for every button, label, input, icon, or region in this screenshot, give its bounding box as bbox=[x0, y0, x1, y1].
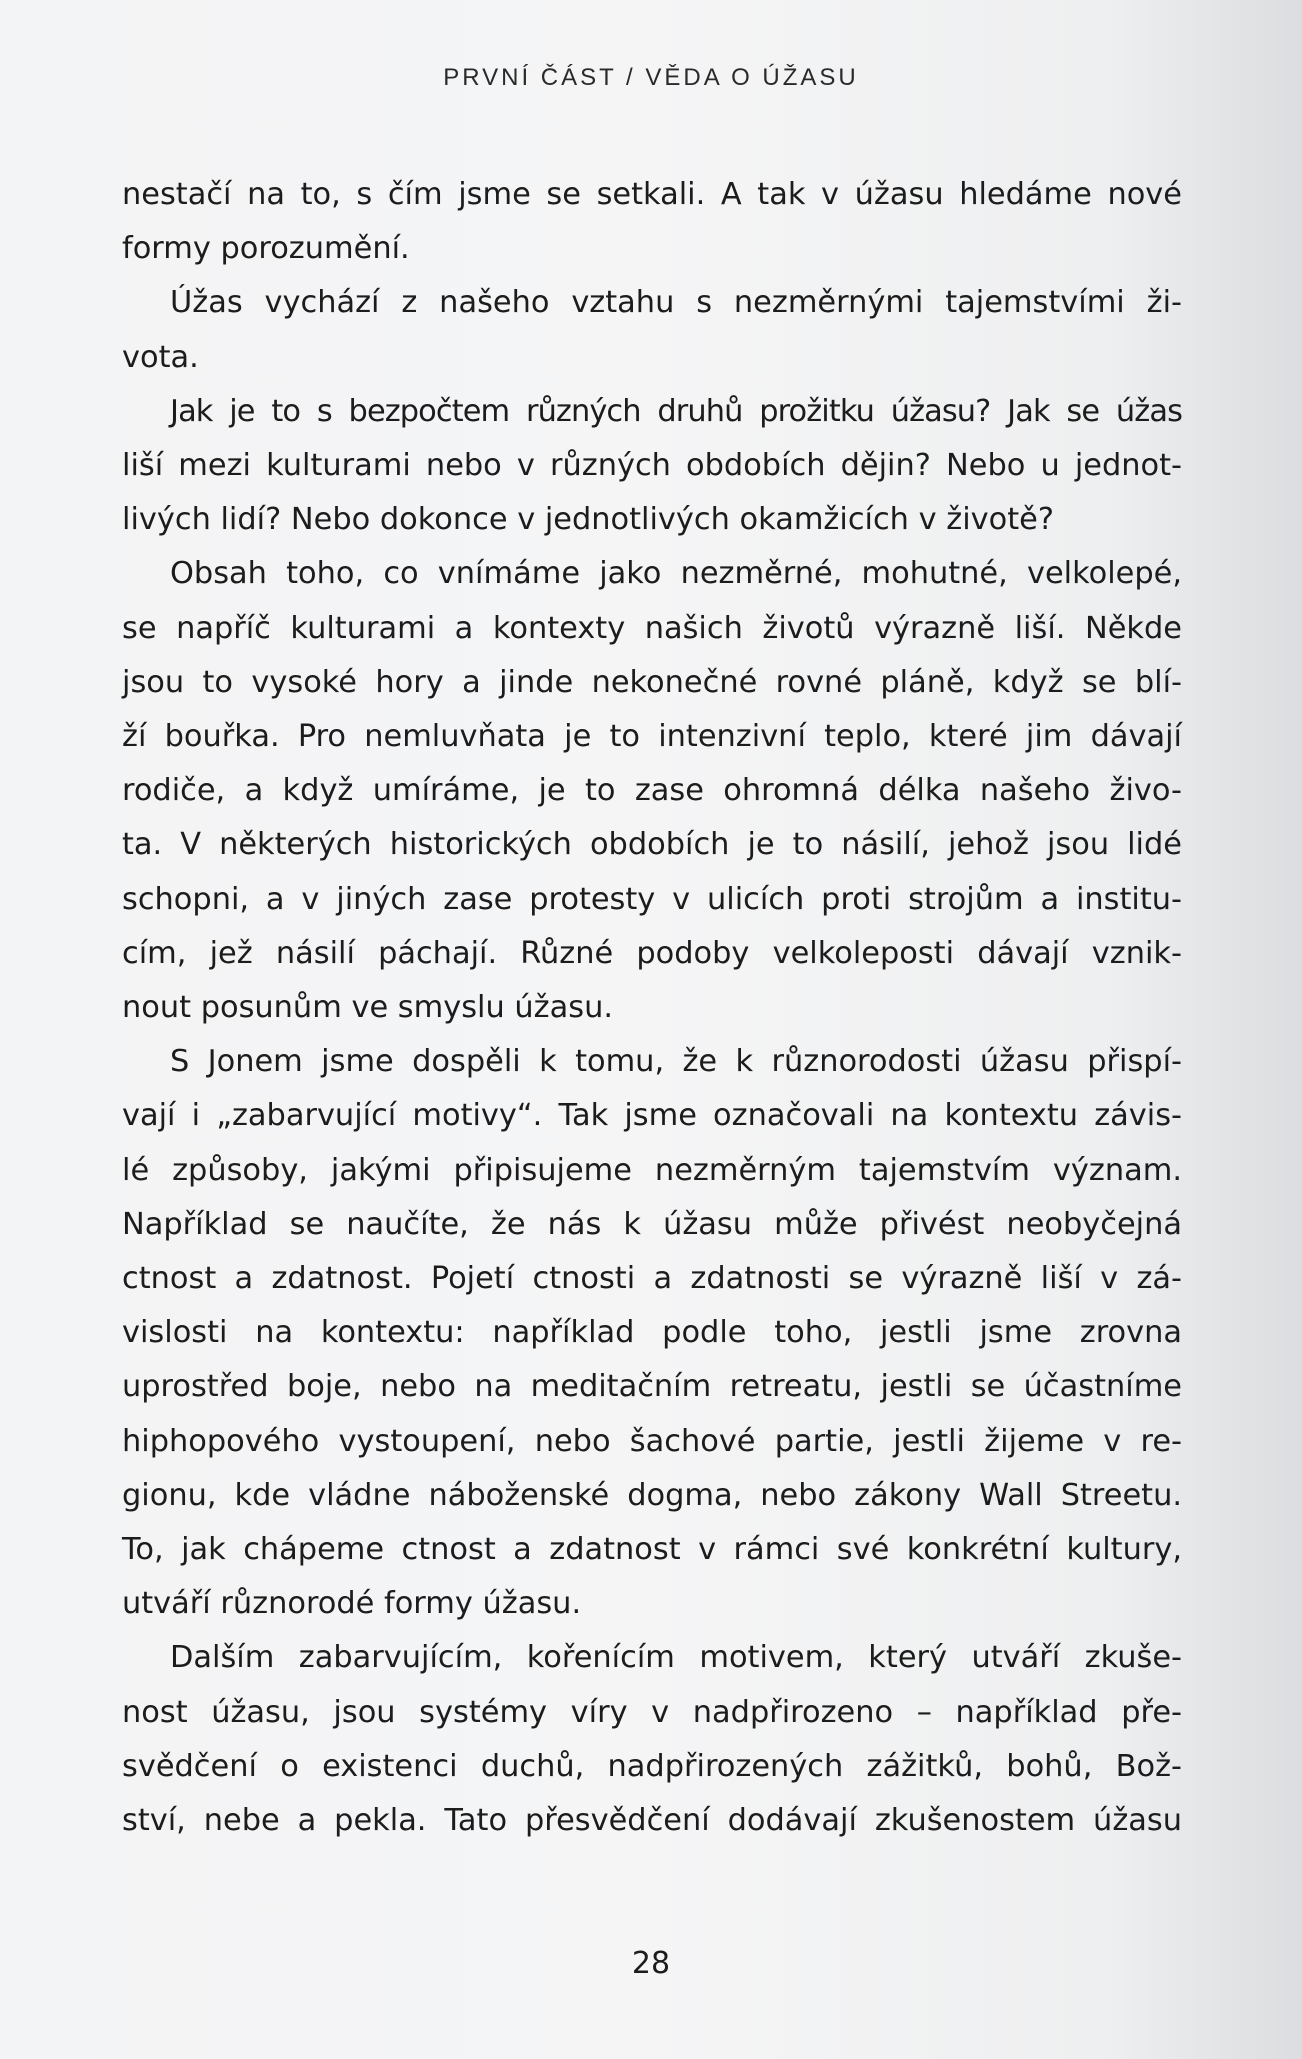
text-line: se napříč kulturami a kontexty našich životů výrazně liší. Někde bbox=[122, 610, 1182, 646]
text-line: livých lidí? Nebo dokonce v jednotlivých okamžicích v životě? bbox=[122, 502, 1054, 538]
text-line: Obsah toho, co vnímáme jako nezměrné, mohutné, velkolepé, bbox=[170, 556, 1182, 592]
text-line: lé způsoby, jakými připisujeme nezměrným tajemstvím význam. bbox=[122, 1152, 1182, 1188]
text-line: rodiče, a když umíráme, je to zase ohromná délka našeho živo- bbox=[122, 773, 1182, 809]
text-line: Například se naučíte, že nás k úžasu může přivést neobyčejná bbox=[122, 1206, 1182, 1242]
text-line: vají i „zabarvující motivy“. Tak jsme označovali na kontextu závis- bbox=[122, 1098, 1182, 1134]
text-line: nost úžasu, jsou systémy víry v nadpřirozeno – například pře- bbox=[122, 1694, 1182, 1730]
text-line: nout posunům ve smyslu úžasu. bbox=[122, 990, 614, 1026]
text-line: hiphopového vystoupení, nebo šachové partie, jestli žijeme v re- bbox=[122, 1423, 1182, 1459]
text-line: svědčení o existenci duchů, nadpřirozených zážitků, bohů, Bož- bbox=[122, 1748, 1182, 1784]
text-line: ství, nebe a pekla. Tato přesvědčení dodávají zkušenostem úžasu bbox=[122, 1803, 1182, 1839]
text-line: vota. bbox=[122, 339, 199, 375]
page-number: 28 bbox=[631, 1946, 671, 1981]
text-line: formy porozumění. bbox=[122, 231, 410, 267]
text-line: vislosti na kontextu: například podle toho, jestli jsme zrovna bbox=[122, 1315, 1182, 1351]
running-header: PRVNÍ ČÁST / VĚDA O ÚŽASU bbox=[443, 64, 859, 91]
text-line: liší mezi kulturami nebo v různých obdobích dějin? Nebo u jednot- bbox=[122, 448, 1182, 484]
text-line: Dalším zabarvujícím, kořenícím motivem, který utváří zkuše- bbox=[170, 1640, 1182, 1676]
text-line: uprostřed boje, nebo na meditačním retreatu, jestli se účastníme bbox=[122, 1369, 1182, 1405]
text-line: Úžas vychází z našeho vztahu s nezměrnými tajemstvími ži- bbox=[170, 285, 1182, 321]
body-text bbox=[122, 168, 1182, 1848]
text-line: Jak je to s bezpočtem různých druhů prožitku úžasu? Jak se úžas bbox=[170, 393, 1182, 429]
text-line: nestačí na to, s čím jsme se setkali. A tak v úžasu hledáme nové bbox=[122, 177, 1182, 212]
text-line: gionu, kde vládne náboženské dogma, nebo zákony Wall Streetu. bbox=[122, 1477, 1182, 1513]
text-line: schopni, a v jiných zase protesty v ulicích proti strojům a institu- bbox=[122, 881, 1182, 917]
text-line: S Jonem jsme dospěli k tomu, že k různorodosti úžasu přispí- bbox=[170, 1044, 1182, 1080]
text-line: cím, jež násilí páchají. Různé podoby velkoleposti dávají vznik- bbox=[122, 935, 1182, 971]
text-line: To, jak chápeme ctnost a zdatnost v rámci své konkrétní kultury, bbox=[122, 1532, 1182, 1568]
text-line: utváří různorodé formy úžasu. bbox=[122, 1586, 582, 1622]
text-line: ta. V některých historických obdobích je to násilí, jehož jsou lidé bbox=[122, 827, 1182, 863]
text-line: ctnost a zdatnost. Pojetí ctnosti a zdatnosti se výrazně liší v zá- bbox=[122, 1261, 1182, 1297]
text-line: jsou to vysoké hory a jinde nekonečné rovné pláně, když se blí- bbox=[122, 664, 1182, 700]
text-line: ží bouřka. Pro nemluvňata je to intenzivní teplo, které jim dávají bbox=[122, 719, 1182, 755]
